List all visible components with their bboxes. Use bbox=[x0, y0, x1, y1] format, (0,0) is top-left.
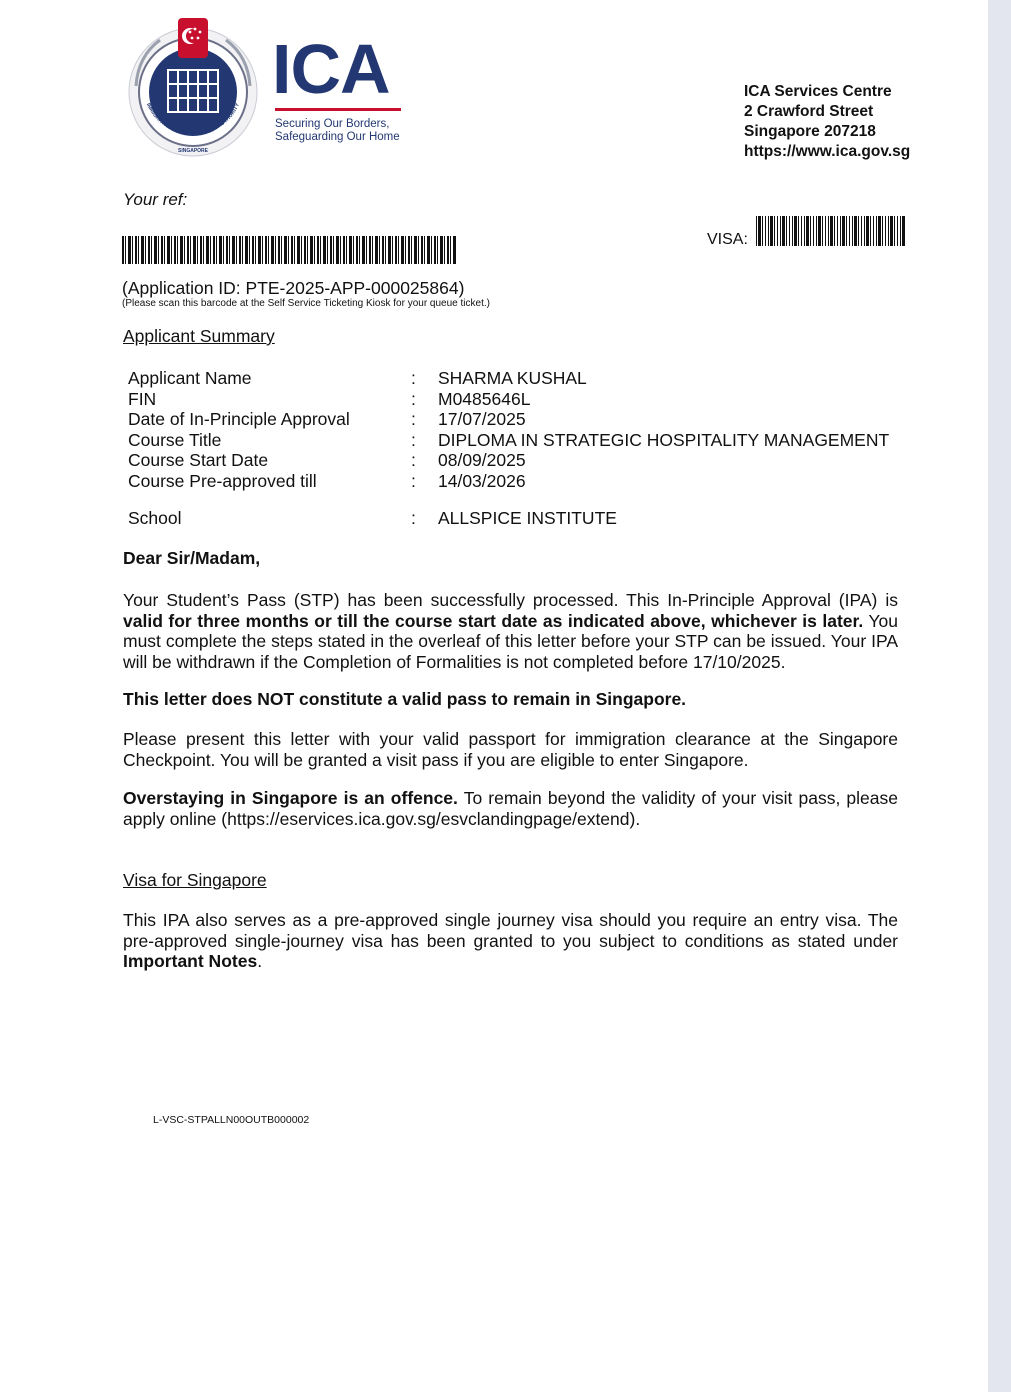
summary-label: Course Start Date bbox=[128, 450, 269, 470]
summary-row bbox=[128, 389, 928, 410]
summary-value: SHARMA KUSHAL bbox=[438, 368, 587, 388]
address-line-1: ICA Services Centre bbox=[744, 83, 892, 100]
tagline-line-1: Securing Our Borders, bbox=[275, 118, 390, 130]
ica-wordmark: ICA bbox=[272, 30, 390, 108]
paragraph-immigration-clearance: Please present this letter with your valid passport for immigration clearance at the Singapore Checkpoint. You will be granted a visit pass if you are eligible to enter Singapore. bbox=[123, 729, 898, 770]
school-value: ALLSPICE INSTITUTE bbox=[438, 508, 617, 528]
visa-heading: Visa for Singapore bbox=[123, 870, 267, 890]
paragraph-visa bbox=[123, 910, 898, 972]
applicant-summary-table bbox=[128, 368, 928, 491]
svg-text:SINGAPORE: SINGAPORE bbox=[177, 148, 209, 154]
school-separator: : bbox=[411, 508, 416, 528]
summary-value: 08/09/2025 bbox=[438, 450, 526, 470]
summary-row bbox=[128, 430, 928, 451]
summary-label: Date of In-Principle Approval bbox=[128, 409, 350, 429]
summary-separator: : bbox=[411, 409, 416, 429]
summary-separator: : bbox=[411, 470, 416, 491]
p5-bold: Important Notes bbox=[123, 951, 258, 971]
summary-label: Applicant Name bbox=[128, 368, 252, 388]
svg-text:IMMIGRATION & CHECKPOINTS AUTH: IMMIGRATION & CHECKPOINTS AUTHORITY bbox=[144, 102, 242, 137]
summary-row bbox=[128, 450, 928, 471]
summary-separator: : bbox=[411, 388, 416, 409]
summary-separator: : bbox=[411, 429, 416, 450]
summary-value: M0485646L bbox=[438, 388, 531, 409]
address-line-2: 2 Crawford Street bbox=[744, 103, 874, 120]
logo-underline bbox=[275, 108, 401, 111]
salutation: Dear Sir/Madam, bbox=[123, 548, 261, 568]
school-row bbox=[128, 508, 928, 528]
summary-row bbox=[128, 409, 928, 430]
paragraph-overstaying bbox=[123, 788, 898, 829]
p4-bold: Overstaying in Singapore is an offence. bbox=[123, 788, 458, 808]
your-ref-label: Your ref: bbox=[123, 190, 188, 209]
logo-tagline bbox=[275, 118, 400, 144]
summary-label: Course Title bbox=[128, 429, 222, 450]
p1-bold: valid for three months or till the course start date as indicated above, whichever is later. bbox=[123, 610, 864, 631]
summary-value: 17/07/2025 bbox=[438, 409, 526, 429]
application-barcode bbox=[122, 236, 456, 264]
summary-value: 14/03/2026 bbox=[438, 470, 526, 491]
visa-label: VISA: bbox=[707, 231, 748, 248]
summary-label: FIN bbox=[128, 388, 157, 409]
p1-text-end: You must complete the steps stated in the overleaf of this letter before your STP can be issued. Your IPA will be withdrawn if the Completion of Formalities is not completed before 17/10/2025. bbox=[123, 610, 898, 672]
p5-text-end: . bbox=[257, 951, 263, 971]
tagline-line-2: Safeguarding Our Home bbox=[275, 131, 400, 143]
paragraph-not-valid-pass: This letter does NOT constitute a valid pass to remain in Singapore. bbox=[123, 689, 687, 709]
ica-emblem-icon bbox=[124, 16, 262, 160]
summary-label: Course Pre-approved till bbox=[128, 470, 317, 491]
application-id: (Application ID: PTE-2025-APP-000025864) bbox=[122, 278, 465, 298]
p5-text: This IPA also serves as a pre-approved single journey visa should you require an entry visa. The pre-approved single-journey visa has been granted to you subject to conditions as stated under bbox=[123, 910, 898, 951]
summary-row bbox=[128, 368, 928, 389]
address-line-3: Singapore 207218 bbox=[744, 123, 876, 140]
p1-text: Your Student’s Pass (STP) has been successfully processed. This In-Principle Approval (IPA) is bbox=[123, 590, 898, 610]
school-label: School bbox=[128, 508, 182, 528]
summary-row bbox=[128, 471, 928, 492]
document-code: L-VSC-STPALLN00OUTB000002 bbox=[153, 1114, 310, 1126]
scan-note: (Please scan this barcode at the Self Service Ticketing Kiosk for your queue ticket.) bbox=[122, 298, 490, 309]
summary-separator: : bbox=[411, 368, 416, 388]
summary-separator: : bbox=[411, 450, 416, 470]
office-address bbox=[744, 82, 910, 162]
visa-barcode bbox=[756, 216, 906, 246]
paragraph-stp-processed bbox=[123, 590, 898, 672]
p4-text: To remain beyond the validity of your visit pass, please apply online (https://eservices.ica.gov.sg/esvclandingpage/extend). bbox=[123, 788, 898, 829]
summary-value: DIPLOMA IN STRATEGIC HOSPITALITY MANAGEMENT bbox=[438, 429, 890, 450]
address-website: https://www.ica.gov.sg bbox=[744, 143, 911, 160]
applicant-summary-heading: Applicant Summary bbox=[123, 326, 275, 346]
